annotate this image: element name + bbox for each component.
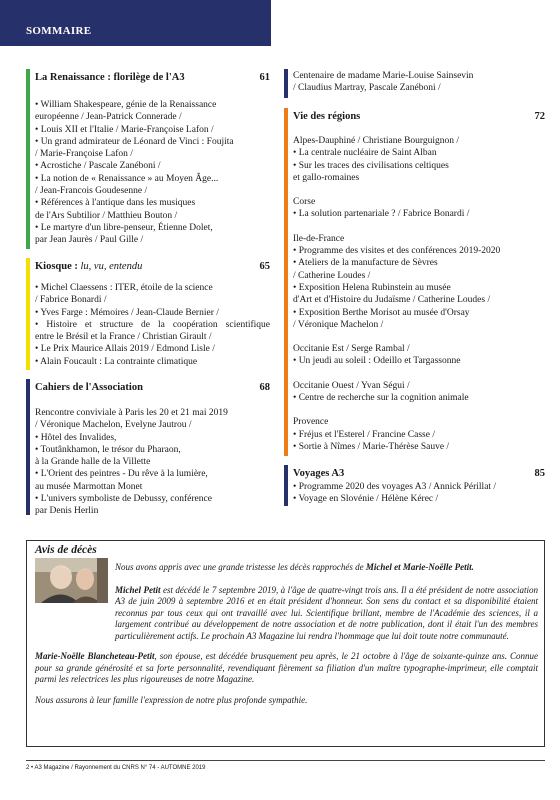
region-heading: Ile-de-France: [293, 233, 345, 244]
section-title: La Renaissance : florilège de l'A3: [35, 72, 185, 83]
entry-line: / Claudius Martray, Pascale Zanéboni /: [293, 83, 441, 94]
entry-line: • Toutânkhamon, le trésor du Pharaon,: [35, 444, 181, 455]
entry-line: • Un grand admirateur de Léonard de Vinci : Foujita: [35, 136, 234, 147]
entry-line: • La notion de « Renaissance » au Moyen Âge...: [35, 173, 219, 184]
entry-line: • Le martyre d'un libre-penseur, Étienne Dolet,: [35, 222, 213, 233]
entry-line: • Un jeudi au soleil : Odeillo et Targassonne: [293, 356, 461, 367]
entry-line: • Histoire et structure de la coopération scientifique: [35, 319, 270, 330]
section-heading: [293, 467, 545, 480]
obituary-title: Avis de décès: [35, 544, 97, 556]
section-regions: [284, 108, 545, 456]
entry-line: • Louis XII et l'Italie / Marie-Françoise Lafon /: [35, 124, 214, 135]
entry-line: • Centre de recherche sur la cognition animale: [293, 393, 469, 404]
region-heading: Alpes-Dauphiné / Christiane Bourguignon /: [293, 136, 460, 146]
page-title: SOMMAIRE: [26, 25, 92, 37]
entry-line: • Exposition Helena Rubinstein au musée: [293, 282, 451, 293]
obituary-michel-name: Michel Petit: [115, 584, 161, 595]
obituary-intro: [35, 562, 538, 574]
section-page-number: 72: [534, 111, 545, 122]
section-kiosque: [26, 258, 270, 370]
section-color-bar: [284, 108, 288, 456]
entry-line: • Programme des visites et des conférences 2019-2020: [293, 246, 501, 257]
header-banner: [0, 0, 271, 46]
entry-line: • Sortie à Nîmes / Marie-Thérèse Sauve /: [293, 441, 450, 452]
entry-line: • Fréjus et l'Esterel / Francine Casse /: [293, 429, 435, 440]
entry-line: • Le Prix Maurice Allais 2019 / Edmond Lisle /: [35, 344, 215, 355]
entry-line: • L'univers symboliste de Debussy, conférence: [35, 494, 212, 505]
section-color-bar: [26, 379, 30, 515]
section-title: Kiosque :: [35, 261, 81, 272]
entry-line: / Marie-Françoise Lafon /: [35, 149, 133, 160]
entry-line: par Jean Jaurès / Paul Gille /: [35, 235, 144, 246]
entry-line: • La centrale nucléaire de Saint Alban: [293, 148, 437, 159]
entry-line: • L'Orient des peintres - Du rêve à la lumière,: [35, 469, 208, 480]
section-title: Voyages A3: [293, 468, 345, 479]
entry-line: • Alain Foucault : La contrainte climatique: [35, 356, 198, 367]
entry-line: / Jean-Francois Goudesenne /: [35, 186, 148, 197]
obituary-michel-text: est décédé le 7 septembre 2019, à l'âge de quatre-vingt trois ans. Il a été président de notre association A3 de juin 2009 à septembre 2016 et en était président d'honneur. Son sens du contact et sa disponibilité étaient reconnus par tous ceux qui ont travaillé avec lui. Scientifique brillant, membre de l'Académie des sciences, il a largement contribué au développement de notre association et de notre publication, dont il était l'un des membres particulièrement actifs. Le prochain A3 Magazine lui rendra l'hommage que lui doit toute notre communauté.: [115, 584, 538, 641]
obituary-names: Michel et Marie-Noëlle Petit.: [365, 562, 474, 572]
obituary-box: [26, 540, 545, 747]
section-entries: [293, 135, 545, 453]
section-entries: [293, 70, 545, 95]
section-heading: [35, 71, 270, 84]
entry-line: • Yves Farge : Mémoires / Jean-Claude Bernier /: [35, 307, 219, 318]
section-renaissance: [26, 69, 270, 249]
section-entries: [35, 407, 270, 518]
page-footer: [26, 760, 545, 771]
entry-line: • Voyage en Slovénie / Hélène Kérec /: [293, 494, 439, 505]
section-color-bar: [26, 258, 30, 370]
section-heading: [293, 110, 545, 123]
section-entries: [35, 99, 270, 247]
section-voyages: [284, 465, 545, 506]
obituary-marie-text: , son épouse, est décédée brusquement peu après, le 21 octobre à l'âge de soixante-quinze ans. Connue pour sa grande générosité et sa forte personnalité, revendiquant fièrement sa filiation d'un maître typographe-imprimeur, elle comptait parmi les relectrices les plus rigoureuses de notre Magazine.: [35, 651, 538, 684]
footer-text: 2 • A3 Magazine / Rayonnement du CNRS N° 74 - AUTOMNE 2019: [26, 765, 206, 771]
section-page-number: 61: [259, 72, 270, 83]
obituary-michel: [35, 585, 538, 643]
entry-line: / Fabrice Bonardi /: [35, 295, 107, 306]
entry-line: Centenaire de madame Marie-Louise Sainsevin: [293, 71, 474, 81]
entry-line: • Sur les traces des civilisations celtiques: [293, 160, 449, 171]
obituary-marie-name: Marie-Noëlle Blancheteau-Petit: [35, 651, 155, 661]
obituary-text: [35, 562, 538, 706]
entry-line: • Ateliers de la manufacture de Sèvres: [293, 258, 438, 269]
region-heading: Provence: [293, 417, 329, 428]
entry-line: par Denis Herlin: [35, 506, 99, 517]
entry-line: européenne / Jean-Patrick Connerade /: [35, 112, 182, 123]
entry-line: à la Grande halle de la Villette: [35, 457, 151, 468]
entry-line: • Références à l'antique dans les musiques: [35, 198, 196, 209]
entry-line: • Exposition Berthe Morisot au musée d'Orsay: [293, 307, 470, 318]
section-entries: [35, 282, 270, 368]
section-title-italic: lu, vu, entendu: [80, 261, 143, 272]
entry-line: • Hôtel des Invalides,: [35, 432, 117, 443]
section-page-number: 68: [259, 382, 270, 393]
entry-line: • Acrostiche / Pascale Zanéboni /: [35, 161, 161, 172]
section-cahiers: [26, 379, 270, 515]
section-heading: [35, 260, 270, 273]
section-centenaire: [284, 69, 545, 98]
entry-line: et gallo-romaines: [293, 172, 360, 183]
entry-line: / Véronique Machelon /: [293, 319, 384, 330]
entry-line: entre le Brésil et la France / Christian Girault /: [35, 332, 212, 343]
section-page-number: 65: [259, 261, 270, 272]
section-title: Vie des régions: [293, 111, 361, 122]
section-page-number: 85: [534, 468, 545, 479]
entry-line: • La solution partenariale ? / Fabrice Bonardi /: [293, 209, 470, 220]
entry-line: d'Art et d'Histoire du Judaïsme / Catherine Loudes /: [293, 295, 491, 306]
entry-line: Rencontre conviviale à Paris les 20 et 21 mai 2019: [35, 408, 228, 418]
section-color-bar: [284, 69, 288, 98]
region-heading: Corse: [293, 197, 316, 208]
entry-line: / Catherine Loudes /: [293, 270, 371, 281]
entry-line: de l'Ars Subtilior / Matthieu Bouton /: [35, 210, 178, 221]
region-heading: Occitanie Ouest / Yvan Ségui /: [293, 380, 410, 391]
section-heading: [35, 381, 270, 394]
entry-line: au musée Marmottan Monet: [35, 481, 143, 492]
entry-line: / Véronique Machelon, Evelyne Jautrou /: [35, 420, 192, 431]
section-color-bar: [284, 465, 288, 506]
region-heading: Occitanie Est / Serge Rambal /: [293, 344, 410, 355]
obituary-marie: [35, 651, 538, 686]
entry-line: • William Shakespeare, génie de la Renaissance: [35, 100, 217, 110]
section-entries: [293, 481, 545, 506]
section-color-bar: [26, 69, 30, 249]
entry-line: • Programme 2020 des voyages A3 / Annick Périllat /: [293, 482, 497, 492]
obituary-intro-text: Nous avons appris avec une grande tristesse les décès rapprochés de: [115, 562, 366, 572]
entry-line: • Michel Claessens : ITER, étoile de la science: [35, 283, 213, 293]
obituary-closing: Nous assurons à leur famille l'expression de notre plus profonde sympathie.: [35, 694, 308, 705]
section-title: Cahiers de l'Association: [35, 382, 143, 393]
